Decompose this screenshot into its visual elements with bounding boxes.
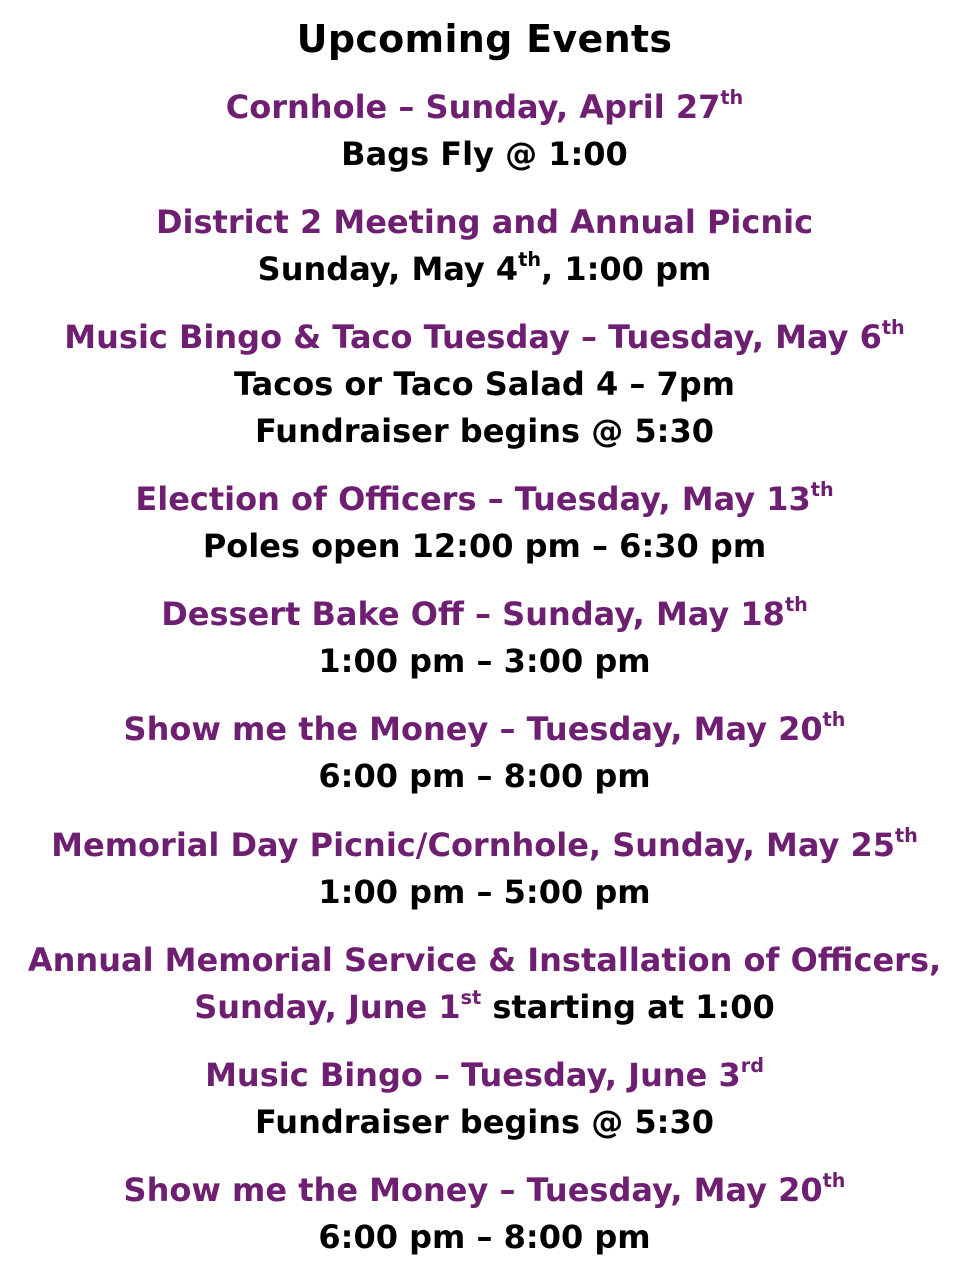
event-show-me-the-money-2 [0,1167,969,1261]
event-date-line: Sunday, June 1st starting at 1:00 [194,985,775,1026]
event-heading: Cornhole – Sunday, April 27th [225,85,744,126]
event-detail: 1:00 pm – 3:00 pm [318,642,651,680]
event-memorial-day-picnic [0,822,969,916]
event-show-me-the-money [0,706,969,800]
event-detail: 6:00 pm – 8:00 pm [318,1218,651,1256]
event-election [0,476,969,570]
event-detail: Tacos or Taco Salad 4 – 7pm [233,365,736,403]
event-heading: District 2 Meeting and Annual Picnic [155,203,814,241]
event-heading: Dessert Bake Off – Sunday, May 18th [161,592,808,633]
event-heading: Show me the Money – Tuesday, May 20th [123,707,846,748]
event-detail: 1:00 pm – 5:00 pm [318,873,651,911]
event-heading: Election of Officers – Tuesday, May 13th [135,477,834,518]
event-dessert-bake-off [0,591,969,685]
page-title: Upcoming Events [296,17,673,61]
event-heading: Memorial Day Picnic/Cornhole, Sunday, May 25th [51,823,918,864]
event-music-bingo-taco [0,314,969,455]
event-memorial-service [0,937,969,1031]
event-music-bingo [0,1052,969,1146]
event-detail: Poles open 12:00 pm – 6:30 pm [202,527,767,565]
event-district-meeting [0,199,969,293]
event-heading: Music Bingo – Tuesday, June 3rd [205,1053,764,1094]
event-heading: Music Bingo & Taco Tuesday – Tuesday, May 6th [64,315,905,356]
event-detail: Sunday, May 4th, 1:00 pm [257,247,712,288]
event-heading: Annual Memorial Service & Installation of Officers, [27,941,942,979]
event-heading: Show me the Money – Tuesday, May 20th [123,1168,846,1209]
event-detail: 6:00 pm – 8:00 pm [318,757,651,795]
event-cornhole [0,84,969,178]
event-detail: Bags Fly @ 1:00 [341,135,628,173]
event-detail: Fundraiser begins @ 5:30 [255,412,714,450]
event-detail: Fundraiser begins @ 5:30 [255,1103,714,1141]
